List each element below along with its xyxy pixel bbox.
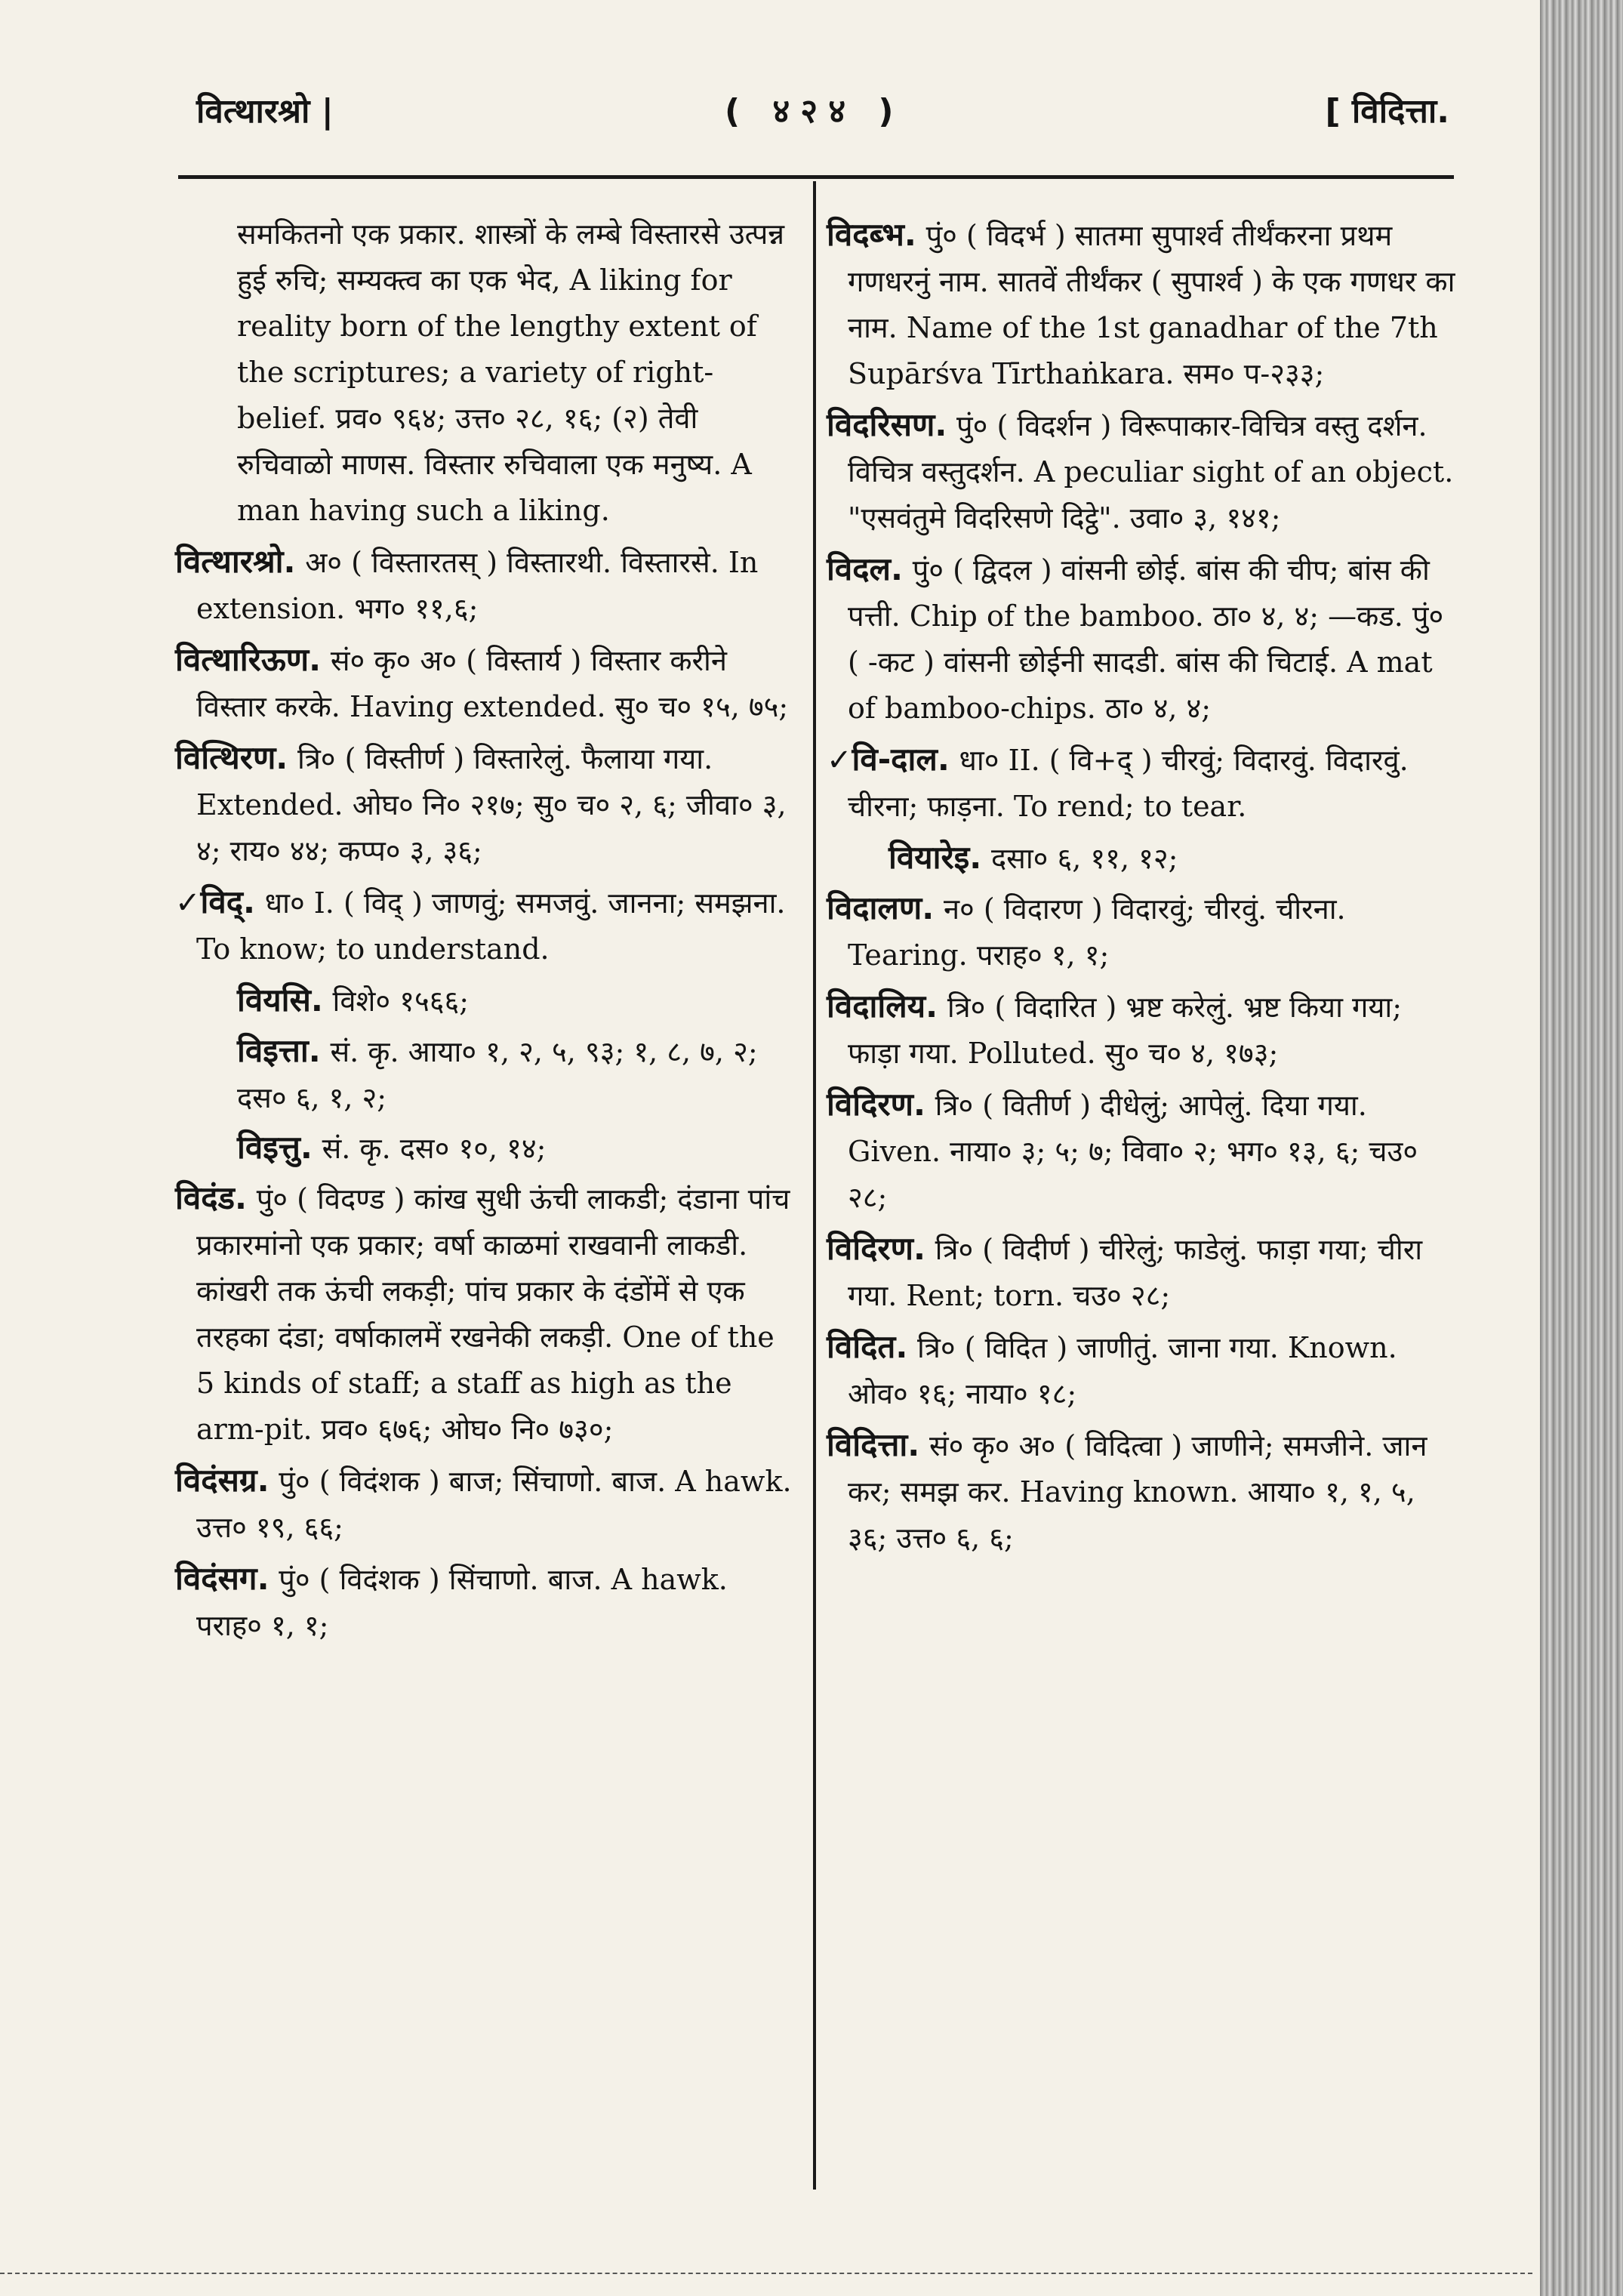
entry-headword: वियसि. (237, 982, 323, 1019)
entry-headword: वित्थारश्रो. (175, 543, 296, 580)
entry-headword: विदित. (827, 1328, 908, 1365)
dictionary-entry (175, 538, 794, 632)
right-column (827, 211, 1461, 1566)
entry-headword: विदिरण. (827, 1230, 925, 1267)
entry-text: धा० II. ( वि+द् ) चीरवुं; विदारवुं. विदारवुं. चीरना; फाड़ना. To rend; to tear. (848, 744, 1409, 823)
entry-headword: वित्थारिऊण. (175, 641, 322, 678)
dictionary-entry (827, 1324, 1461, 1417)
entry-headword: विदंसग्र. (175, 1462, 269, 1499)
entry-text: त्रि० ( विदित ) जाणीतुं. जाना गया. Known. ओव० १६; नाया० १८; (848, 1331, 1397, 1410)
dictionary-subentry (827, 834, 1461, 882)
dictionary-entry (827, 885, 1461, 978)
entry-text: अ० ( विस्तारतस् ) विस्तारथी. विस्तारसे. In extension. भग० ११,६; (196, 546, 759, 625)
entry-headword: विदिरण. (827, 1086, 925, 1123)
entry-text: सं० कृ० अ० ( विदित्वा ) जाणीने; समजीने. जान कर; समझ कर. Having known. आया० १, १, ५, ३६; उत्त० ६, ६; (848, 1429, 1427, 1555)
dictionary-entry (827, 1081, 1461, 1221)
dictionary-entry (827, 211, 1461, 397)
entry-text: समकितनो एक प्रकार. शास्त्रों के लम्बे विस्तारसे उत्पन्न हुई रुचि; सम्यक्त्व का एक भेद, A liking for reality born of the lengthy extent of the scriptures; a variety of right-belief. प्रव० ९६४; उत्त० २८, १६; (२) तेवी रुचिवाळो माणस. विस्तार रुचिवाला एक मनुष्य. A man having such a liking. (237, 217, 785, 527)
entry-headword: विद्. (200, 883, 256, 920)
dictionary-entry (175, 879, 794, 972)
entry-headword: विदालिय. (827, 988, 938, 1025)
dictionary-entry (827, 1225, 1461, 1319)
entry-headword: विइत्ता. (237, 1032, 321, 1069)
entry-headword: विदित्ता. (827, 1426, 920, 1463)
dictionary-entry (175, 1175, 794, 1453)
entry-text: त्रि० ( वितीर्ण ) दीधेलुं; आपेलुं. दिया गया. Given. नाया० ३; ५; ७; विवा० २; भग० १३, ६; चउ० २८; (848, 1089, 1418, 1214)
footer-rule (0, 2273, 1532, 2274)
running-head-left: वित्थारश्रो | (196, 92, 334, 131)
dictionary-subentry (175, 977, 794, 1025)
header-rule (178, 175, 1454, 179)
checkmark-icon: ✓ (175, 886, 201, 920)
page-number: ( ४२४ ) (725, 92, 904, 131)
entry-text: पुं० ( द्विदल ) वांसनी छोई. बांस की चीप; बांस की पत्ती. Chip of the bamboo. ठा० ४, ४; —कड. पुं० ( -कट ) वांसनी छोईनी सादडी. बांस की चिटाई. A mat of bamboo-chips. ठा० ४, ४; (848, 553, 1444, 725)
dictionary-entry (827, 402, 1461, 541)
dictionary-entry (827, 736, 1461, 830)
dictionary-entry (827, 983, 1461, 1077)
entry-headword: विदल. (827, 550, 903, 587)
entry-headword: विदब्भ. (827, 216, 916, 253)
running-head-right: [ विदित्ता. (1325, 92, 1449, 131)
checkmark-icon: ✓ (827, 743, 852, 778)
column-divider (813, 181, 816, 2190)
dictionary-entry (175, 1457, 794, 1551)
left-column (175, 211, 794, 1653)
dictionary-entry (827, 1422, 1461, 1561)
dictionary-entry (175, 1555, 794, 1649)
entry-text: त्रि० ( विदारित ) भ्रष्ट करेलुं. भ्रष्ट किया गया; फाड़ा गया. Polluted. सु० च० ४, १७३; (848, 991, 1403, 1070)
entry-text: सं० कृ० अ० ( विस्तार्य ) विस्तार करीने विस्तार करके. Having extended. सु० च० १५, ७५; (196, 644, 789, 723)
dictionary-entry (175, 636, 794, 730)
entry-headword: वि-दाल. (852, 741, 950, 778)
entry-headword: विदरिसण. (827, 406, 947, 443)
entry-text: धा० I. ( विद् ) जाणवुं; समजवुं. जानना; समझना. To know; to understand. (196, 886, 786, 966)
dictionary-subentry (175, 1028, 794, 1121)
entry-text: पुं० ( विदण्ड ) कांख सुधी ऊंची लाकडी; दंडाना पांच प्रकारमांनो एक प्रकार; वर्षा काळमां राखवानी लाकडी. कांखरी तक ऊंची लकड़ी; पांच प्रकार के दंडोंमें से एक तरहका दंडा; वर्षाकालमें रखनेकी लकड़ी. One of the 5 kinds of staff; a staff as high as the arm-pit. प्रव० ६७६; ओघ० नि० ७३०; (196, 1182, 790, 1446)
entry-headword: विदंसग. (175, 1560, 269, 1597)
entry-text: सं. कृ. आया० १, २, ५, ९३; १, ८, ७, २; दस० ६, १, २; (237, 1035, 758, 1114)
page-edge-shadow (1540, 0, 1623, 2296)
entry-text: पुं० ( विदंशक ) सिंचाणो. बाज. A hawk. पराह० १, १; (196, 1563, 728, 1642)
entry-text: त्रि० ( विस्तीर्ण ) विस्तारेलुं. फैलाया गया. Extended. ओघ० नि० २१७; सु० च० २, ६; जीवा० ३, ४; राय० ४४; कप्प० ३, ३६; (196, 742, 787, 868)
entry-text: पुं० ( विदंशक ) बाज; सिंचाणो. बाज. A hawk. उत्त० १९, ६६; (196, 1465, 792, 1544)
entry-text: त्रि० ( विदीर्ण ) चीरेलुं; फाडेलुं. फाड़ा गया; चीरा गया. Rent; torn. चउ० २८; (848, 1233, 1423, 1312)
entry-text: न० ( विदारण ) विदारवुं; चीरवुं. चीरना. Tearing. पराह० १, १; (848, 892, 1346, 972)
entry-text: पुं० ( विदर्शन ) विरूपाकार-विचित्र वस्तु दर्शन. विचित्र वस्तुदर्शन. A peculiar sight of an object. "एसवंतुमे विदरिसणे दिट्ठे". उवा० ३, १४१; (848, 409, 1454, 535)
entry-headword: वित्थिरण. (175, 739, 288, 776)
entry-headword: विदालण. (827, 889, 935, 926)
dictionary-entry (175, 211, 794, 534)
entry-text: पुं० ( विदर्भ ) सातमा सुपार्श्व तीर्थंकरना प्रथम गणधरनुं नाम. सातवें तीर्थंकर ( सुपार्श्व ) के एक गणधर का नाम. Name of the 1st ganadhar of the 7th Supārśva Tīrthaṅkara. सम० प-२३३; (848, 219, 1455, 390)
dictionary-subentry (175, 1124, 794, 1172)
entry-headword: विदंड. (175, 1179, 247, 1216)
entry-text: विशे० १५६६; (332, 985, 470, 1018)
entry-text: सं. कृ. दस० १०, १४; (322, 1132, 547, 1165)
entry-text: दसा० ६, ११, १२; (990, 842, 1178, 875)
entry-headword: विइत्तु. (237, 1129, 313, 1166)
dictionary-entry (827, 546, 1461, 732)
dictionary-entry (175, 735, 794, 874)
entry-headword: वियारेइ. (888, 839, 982, 876)
page-header (181, 79, 1449, 147)
